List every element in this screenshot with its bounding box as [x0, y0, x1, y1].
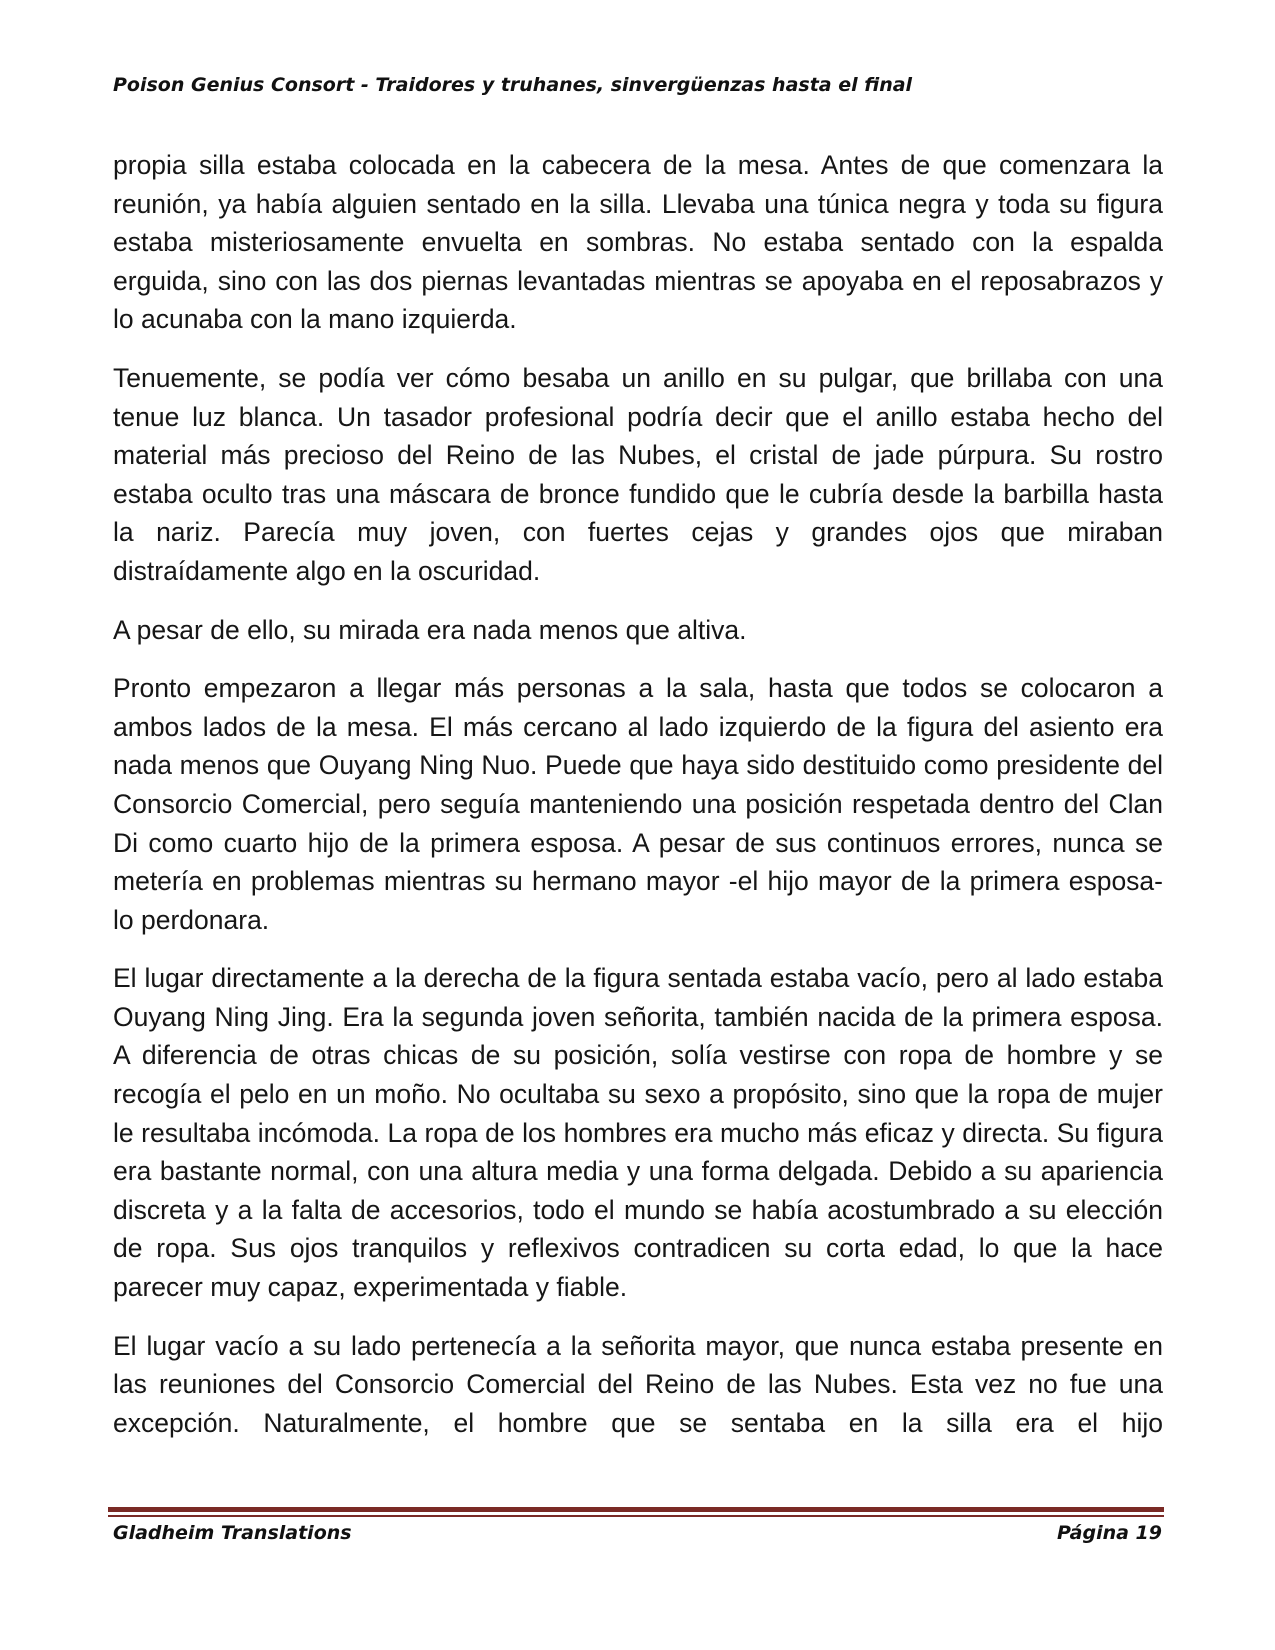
paragraph: El lugar vacío a su lado pertenecía a la señorita mayor, que nunca estaba presente en las reuniones del Consorcio Comercial del Reino de las Nubes. Esta vez no fue una excepción. Naturalmente, el hombre que se sentaba en la silla era el hijo: [113, 1330, 1163, 1438]
paragraph: propia silla estaba colocada en la cabecera de la mesa. Antes de que comenzara la reunión, ya había alguien sentado en la silla. Llevaba una túnica negra y toda su figura estaba misteriosamente envuelta en sombras. No estaba sentado con la espalda erguida, sino con las dos piernas levantadas mientras se apoyaba en el reposabrazos y lo acunaba con la mano izquierda.: [113, 150, 1163, 335]
paragraph: A pesar de ello, su mirada era nada menos que altiva.: [113, 614, 747, 645]
footer-rule-thin: [108, 1515, 1164, 1517]
running-header: Poison Genius Consort - Traidores y truhanes, sinvergüenzas hasta el final: [113, 74, 913, 96]
footer-rule-thick: [108, 1507, 1164, 1512]
paragraph: Pronto empezaron a llegar más personas a la sala, hasta que todos se colocaron a ambos lados de la mesa. El más cercano al lado izquierdo de la figura del asiento era nada menos que Ouyang Ning Nuo. Puede que haya sido destituido como presidente del Consorcio Comercial, pero seguía manteniendo una posición respetada dentro del Clan Di como cuarto hijo de la primera esposa. A pesar de sus continuos errores, nunca se metería en problemas mientras su hermano mayor -el hijo mayor de la primera esposa- lo perdonara.: [113, 673, 1163, 935]
body-text: [113, 146, 1163, 1462]
paragraph: Tenuemente, se podía ver cómo besaba un anillo en su pulgar, que brillaba con una tenue luz blanca. Un tasador profesional podría decir que el anillo estaba hecho del material más precioso del Reino de las Nubes, el cristal de jade púrpura. Su rostro estaba oculto tras una máscara de bronce fundido que le cubría desde la barbilla hasta la nariz. Parecía muy joven, con fuertes cejas y grandes ojos que miraban distraídamente algo en la oscuridad.: [113, 362, 1163, 586]
paragraph: El lugar directamente a la derecha de la figura sentada estaba vacío, pero al lado estaba Ouyang Ning Jing. Era la segunda joven señorita, también nacida de la primera esposa. A diferencia de otras chicas de su posición, solía vestirse con ropa de hombre y se recogía el pelo en un moño. No ocultaba su sexo a propósito, sino que la ropa de mujer le resultaba incómoda. La ropa de los hombres era mucho más eficaz y directa. Su figura era bastante normal, con una altura media y una forma delgada. Debido a su apariencia discreta y a la falta de accesorios, todo el mundo se había acostumbrado a su elección de ropa. Sus ojos tranquilos y reflexivos contradicen su corta edad, lo que la hace parecer muy capaz, experimentada y fiable.: [113, 963, 1163, 1303]
footer-publisher: Gladheim Translations: [113, 1522, 352, 1544]
page-number: Página 19: [1056, 1522, 1162, 1544]
footer-divider: [108, 1507, 1164, 1517]
